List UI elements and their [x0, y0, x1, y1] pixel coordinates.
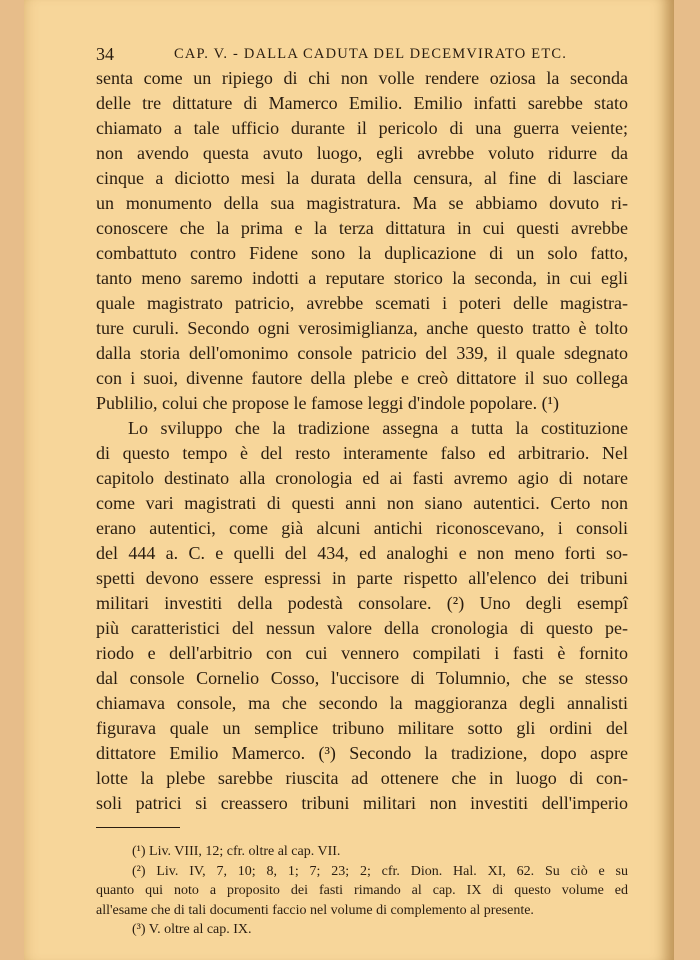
text-line: con i suoi, divenne fautore della plebe e creò dittatore il suo collega — [96, 368, 628, 388]
text-line: un monumento della sua magistratura. Ma se abbiamo dovuto ri- — [96, 193, 628, 213]
text-line: soli patrici si creassero tribuni militari non investiti dell'imperio — [96, 793, 628, 813]
page-header — [96, 44, 628, 68]
text-line: ture curuli. Secondo ogni verosimiglianza, anche questo tratto è tolto — [96, 318, 628, 338]
text-line: dal console Cornelio Cosso, l'uccisore di Tolumnio, che se stesso — [96, 668, 628, 688]
footnote-divider — [96, 827, 180, 828]
text-line: combattuto contro Fidene sono la duplicazione di un solo fatto, — [96, 243, 628, 263]
text-line: lotte la plebe sarebbe riuscita ad ottenere che in luogo di con- — [96, 768, 628, 788]
text-line: senta come un ripiego di chi non volle rendere oziosa la seconda — [96, 68, 628, 88]
text-line: conoscere che la prima e la terza dittatura in cui questi avrebbe — [96, 218, 628, 238]
text-line: chiamava console, ma che secondo la maggioranza degli annalisti — [96, 693, 628, 713]
page-number: 34 — [96, 44, 114, 64]
running-title: CAP. V. - DALLA CADUTA DEL DECEMVIRATO ETC. — [174, 46, 568, 62]
text-line: Publilio, colui che propose le famose leggi d'indole popolare. (¹) — [96, 393, 560, 413]
text-line: più caratteristici del nessun valore della cronologia di questo pe- — [96, 618, 628, 638]
text-line: tanto meno saremo indotti a reputare storico la seconda, in cui egli — [96, 268, 628, 288]
text-line: militari investiti della podestà consolare. (²) Uno degli esempî — [96, 593, 628, 613]
footnotes — [96, 842, 628, 940]
text-line: capitolo destinato alla cronologia ed ai fasti avremo agio di notare — [96, 468, 628, 488]
main-text — [96, 66, 628, 816]
text-line: chiamato a tale ufficio durante il pericolo di una guerra veiente; — [96, 118, 628, 138]
footnote-line: (²) Liv. IV, 7, 10; 8, 1; 7; 23; 2; cfr. Dion. Hal. XI, 62. Su ciò e su — [132, 863, 628, 879]
text-line: dalla storia dell'omonimo console patricio del 339, il quale sdegnato — [96, 343, 628, 363]
text-line: erano autentici, come già alcuni antichi riconoscevano, i consoli — [96, 518, 628, 538]
text-line: figurava quale un semplice tribuno militare sotto gli ordini del — [96, 718, 628, 738]
footnote-line: quanto qui noto a proposito dei fasti rimando al cap. IX di questo volume ed — [96, 883, 628, 898]
footnote-line: all'esame che di tali documenti faccio nel volume di complemento al presente. — [96, 902, 534, 918]
text-line: di questo tempo è del resto interamente falso ed arbitrario. Nel — [96, 443, 628, 463]
text-line: delle tre dittature di Mamerco Emilio. Emilio infatti sarebbe stato — [96, 93, 628, 113]
text-line: del 444 a. C. e quelli del 434, ed analoghi e non meno forti so- — [96, 543, 628, 563]
footnote-line: (¹) Liv. VIII, 12; cfr. oltre al cap. VII. — [132, 844, 341, 859]
text-line: riodo e dell'arbitrio con cui vennero compilati i fasti è fornito — [96, 643, 628, 663]
text-line: dittatore Emilio Mamerco. (³) Secondo la tradizione, dopo aspre — [96, 743, 628, 763]
text-line: spetti devono essere espressi in parte rispetto all'elenco dei tribuni — [96, 568, 628, 588]
text-line: Lo sviluppo che la tradizione assegna a tutta la costituzione — [128, 418, 628, 438]
text-line: come vari magistrati di questi anni non siano autentici. Certo non — [96, 493, 628, 513]
text-line: cinque a diciotto mesi la durata della censura, al fine di lasciare — [96, 168, 628, 188]
footnote-line: (³) V. oltre al cap. IX. — [132, 922, 252, 937]
text-line: non avendo questa avuto luogo, egli avrebbe voluto ridurre da — [96, 143, 628, 163]
text-line: quale magistrato patricio, avrebbe scemati i poteri delle magistra- — [96, 293, 628, 313]
